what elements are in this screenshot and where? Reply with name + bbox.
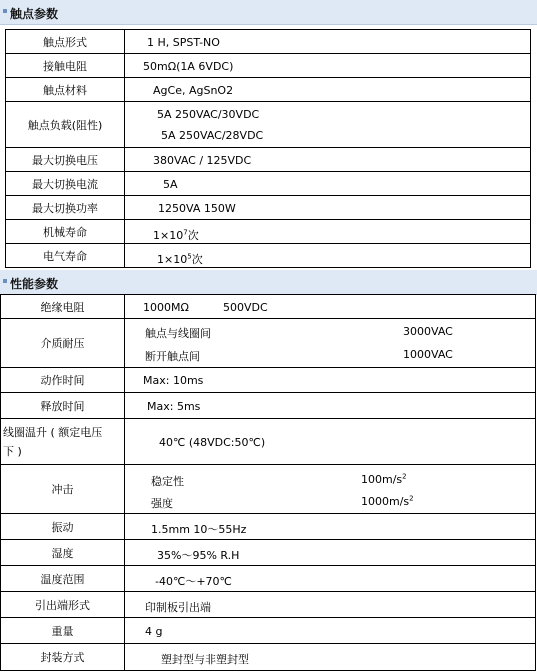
- table-row: [0, 195, 537, 220]
- row-label: 触点负载(阻性): [5, 101, 125, 148]
- row-value-cell: [124, 53, 531, 78]
- row-label: 绝缘电阻: [0, 294, 125, 319]
- table-row: [0, 53, 537, 78]
- row-value: 50mΩ(1A 6VDC): [143, 60, 234, 73]
- row-value-cell: [124, 464, 536, 514]
- section-header-contact: [0, 0, 537, 25]
- row-value-cell: [124, 367, 536, 393]
- table-row: [0, 171, 537, 196]
- section-header-performance: [0, 270, 537, 295]
- row-value-cell: [124, 392, 536, 419]
- row-value: 5A 250VAC/30VDC: [157, 108, 260, 121]
- table-row: [0, 418, 537, 465]
- row-value-cell: [124, 219, 531, 244]
- table-row: [0, 243, 537, 268]
- row-value: 500VDC: [223, 301, 268, 314]
- table-row: [0, 565, 537, 592]
- bullet-icon: [3, 9, 7, 13]
- row-value-cell: [124, 101, 531, 148]
- row-value-cell: [124, 195, 531, 220]
- row-value: 1 H, SPST-NO: [147, 36, 220, 49]
- row-value: 1250VA 150W: [158, 202, 236, 215]
- table-row: [0, 294, 537, 319]
- section-title: 性能参数: [10, 277, 59, 291]
- table-row: [0, 591, 537, 618]
- row-label: 封装方式: [0, 643, 125, 671]
- row-subname: 强度: [151, 497, 173, 510]
- bullet-icon: [3, 279, 7, 283]
- row-value: 印制板引出端: [145, 601, 211, 614]
- row-value-cell: [124, 147, 531, 172]
- row-value: -40℃～+70℃: [155, 575, 232, 588]
- row-label: 机械寿命: [5, 219, 125, 244]
- row-label: 重量: [0, 617, 125, 644]
- section-title: 触点参数: [10, 7, 59, 21]
- row-value-cell: [124, 418, 536, 465]
- row-value: $1000m/s^2$: [361, 494, 414, 508]
- row-label: 最大切换功率: [5, 195, 125, 220]
- row-label: 接触电阻: [5, 53, 125, 78]
- row-value: 3000VAC: [403, 325, 453, 338]
- row-value: 5A: [163, 178, 178, 191]
- row-value: 1000MΩ: [143, 301, 189, 314]
- row-label: 湿度: [0, 539, 125, 566]
- table-row: [0, 219, 537, 244]
- row-label: 冲击: [0, 464, 125, 514]
- row-value: 1.5mm 10～55Hz: [151, 523, 247, 536]
- row-label: 温度范围: [0, 565, 125, 592]
- table-row: [0, 367, 537, 393]
- row-value: $100m/s^2$: [361, 472, 407, 486]
- row-value-cell: [124, 318, 536, 368]
- row-value: 1000VAC: [403, 348, 453, 361]
- table-row: [0, 464, 537, 514]
- row-label: 介质耐压: [0, 318, 125, 368]
- row-label: 动作时间: [0, 367, 125, 393]
- row-value: $1\times 10^7$次: [153, 228, 199, 242]
- row-value: 塑封型与非塑封型: [161, 653, 249, 666]
- row-value-cell: [124, 591, 536, 618]
- row-value-cell: [124, 29, 531, 54]
- table-row: [0, 513, 537, 540]
- row-label: 最大切换电压: [5, 147, 125, 172]
- row-label: 引出端形式: [0, 591, 125, 618]
- table-row: [0, 392, 537, 419]
- row-subname: 断开触点间: [145, 350, 200, 363]
- row-value: 4 g: [145, 625, 163, 638]
- row-value-cell: [124, 77, 531, 102]
- row-label: 最大切换电流: [5, 171, 125, 196]
- row-value: 35%～95% R.H: [157, 549, 240, 562]
- table-row: [0, 643, 537, 671]
- row-value-cell: [124, 643, 536, 671]
- row-label: 触点材料: [5, 77, 125, 102]
- table-row: [0, 101, 537, 148]
- row-subname: 触点与线圈间: [145, 327, 211, 340]
- row-value-cell: [124, 539, 536, 566]
- row-value-cell: [124, 171, 531, 196]
- row-value: 40℃ (48VDC:50℃): [159, 436, 266, 449]
- table-row: [0, 617, 537, 644]
- table-row: [0, 77, 537, 102]
- row-value-cell: [124, 294, 536, 319]
- row-value: AgCe, AgSnO2: [153, 84, 234, 97]
- row-label: 电气寿命: [5, 243, 125, 268]
- row-value: 380VAC / 125VDC: [153, 154, 252, 167]
- row-value-cell: [124, 243, 531, 268]
- table-row: [0, 539, 537, 566]
- row-label: 线圈温升 ( 额定电压 下 ): [0, 418, 125, 465]
- table-row: [0, 147, 537, 172]
- row-value: Max: 10ms: [143, 374, 204, 387]
- row-label: 释放时间: [0, 392, 125, 419]
- row-label: 振动: [0, 513, 125, 540]
- row-value: Max: 5ms: [147, 400, 201, 413]
- row-value-cell: [124, 565, 536, 592]
- row-subname: 稳定性: [151, 475, 184, 488]
- row-value-cell: [124, 617, 536, 644]
- row-label: 触点形式: [5, 29, 125, 54]
- row-value: $1\times 10^5$次: [157, 252, 203, 266]
- row-value-cell: [124, 513, 536, 540]
- row-value: 5A 250VAC/28VDC: [161, 129, 264, 142]
- table-row: [0, 29, 537, 54]
- table-row: [0, 318, 537, 368]
